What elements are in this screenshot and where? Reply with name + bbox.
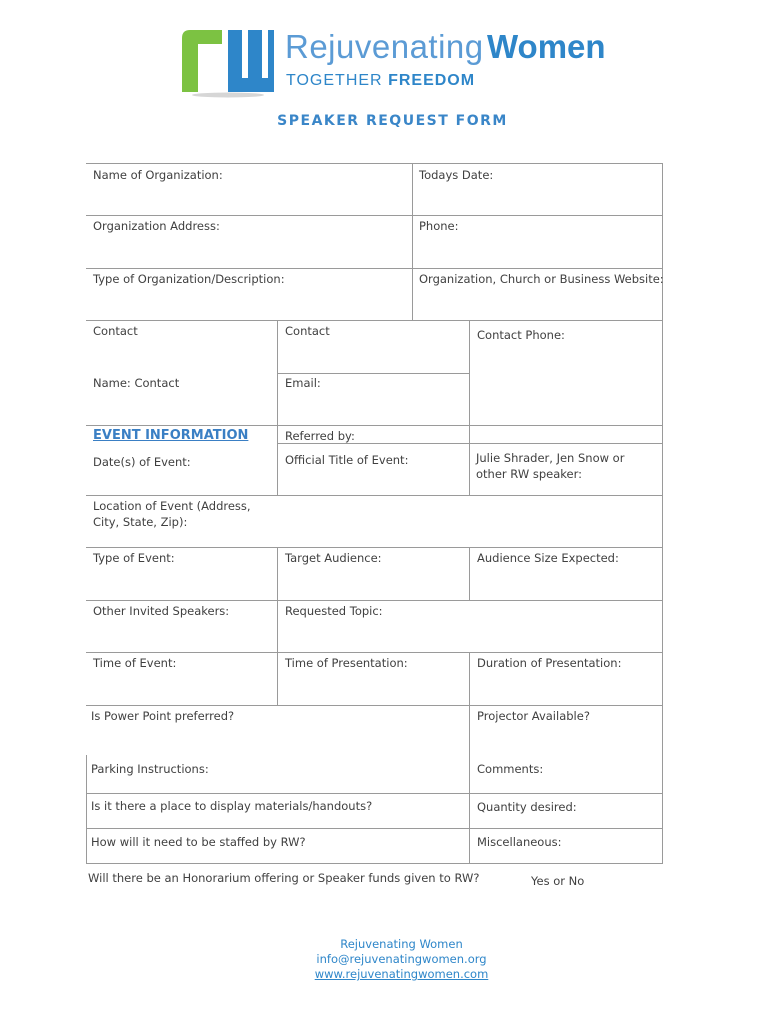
display-materials-field[interactable]: Is it there a place to display materials/handouts? xyxy=(91,799,373,813)
type-of-event-field[interactable]: Type of Event: xyxy=(93,551,175,565)
speaker-line-1: Julie Shrader, Jen Snow or xyxy=(476,451,625,465)
miscellaneous-field[interactable]: Miscellaneous: xyxy=(477,835,562,849)
location-line-1: Location of Event (Address, xyxy=(93,499,251,513)
official-title-field[interactable]: Official Title of Event: xyxy=(285,453,409,467)
target-audience-field[interactable]: Target Audience: xyxy=(285,551,382,565)
organization-type-field[interactable]: Type of Organization/Description: xyxy=(93,272,285,286)
contact-field-2[interactable]: Contact xyxy=(285,324,330,338)
footer xyxy=(0,937,770,982)
organization-website-field[interactable]: Organization, Church or Business Website: xyxy=(419,272,664,286)
organization-address-field[interactable]: Organization Address: xyxy=(93,219,220,233)
speaker-line-2: other RW speaker: xyxy=(476,467,582,481)
email-field[interactable]: Email: xyxy=(285,376,321,390)
name-of-organization-field[interactable]: Name of Organization: xyxy=(93,168,223,182)
staffing-field[interactable]: How will it need to be staffed by RW? xyxy=(91,835,306,849)
time-of-event-field[interactable]: Time of Event: xyxy=(93,656,177,670)
duration-field[interactable]: Duration of Presentation: xyxy=(477,656,622,670)
footer-website-link[interactable]: www.rejuvenatingwomen.com xyxy=(314,967,489,981)
brand-name-part2: Women xyxy=(487,28,606,65)
event-information-heading: EVENT INFORMATION xyxy=(93,428,249,443)
honorarium-question: Will there be an Honorarium offering or Speaker funds given to RW? xyxy=(88,871,480,885)
dates-of-event-field[interactable]: Date(s) of Event: xyxy=(93,455,191,469)
contact-field-1[interactable]: Contact xyxy=(93,324,138,338)
power-point-field[interactable]: Is Power Point preferred? xyxy=(91,709,235,723)
contact-phone-field[interactable]: Contact Phone: xyxy=(477,328,565,342)
location-line-2: City, State, Zip): xyxy=(93,515,188,529)
location-of-event-field[interactable] xyxy=(93,498,251,530)
tagline-part2: FREEDOM xyxy=(388,72,476,89)
yes-or-no-field[interactable]: Yes or No xyxy=(531,874,585,888)
quantity-desired-field[interactable]: Quantity desired: xyxy=(477,800,577,814)
brand-tagline xyxy=(286,72,475,90)
phone-field[interactable]: Phone: xyxy=(419,219,459,233)
time-of-presentation-field[interactable]: Time of Presentation: xyxy=(285,656,408,670)
footer-email-link[interactable]: info@rejuvenatingwomen.org xyxy=(316,952,487,966)
footer-org-name: Rejuvenating Women xyxy=(340,937,463,951)
rw-logo-icon xyxy=(182,28,274,98)
todays-date-field[interactable]: Todays Date: xyxy=(419,168,494,182)
other-speakers-field[interactable]: Other Invited Speakers: xyxy=(93,604,230,618)
comments-field[interactable]: Comments: xyxy=(477,762,544,776)
brand-name-part1: Rejuvenating xyxy=(285,28,484,65)
referred-by-field[interactable]: Referred by: xyxy=(285,429,355,443)
form-title: SPEAKER REQUEST FORM xyxy=(277,113,508,129)
requested-topic-field[interactable]: Requested Topic: xyxy=(285,604,383,618)
name-contact-field[interactable]: Name: Contact xyxy=(93,376,180,390)
projector-field[interactable]: Projector Available? xyxy=(477,709,590,723)
speaker-field[interactable] xyxy=(476,450,624,482)
tagline-part1: TOGETHER xyxy=(286,72,383,89)
parking-instructions-field[interactable]: Parking Instructions: xyxy=(91,762,209,776)
audience-size-field[interactable]: Audience Size Expected: xyxy=(477,551,619,565)
